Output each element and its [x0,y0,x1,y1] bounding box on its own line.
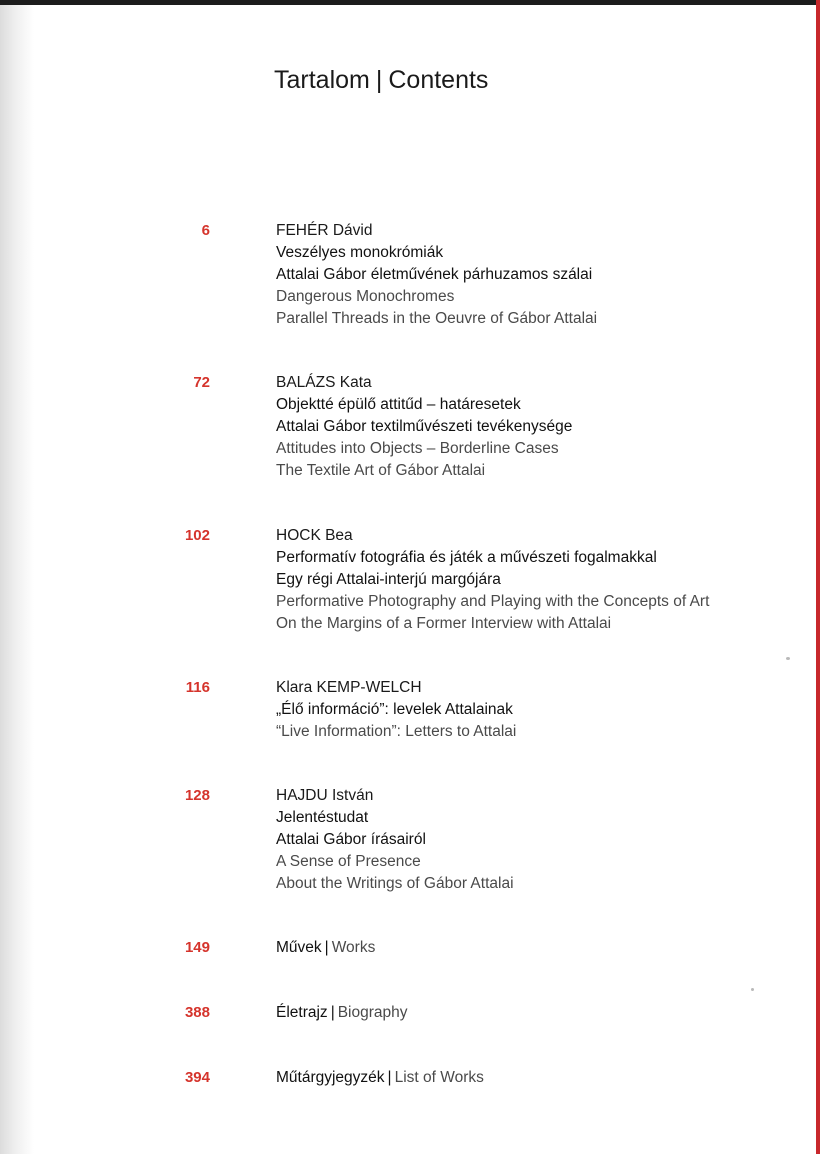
subtitle-en-line: The Textile Art of Gábor Attalai [276,462,486,479]
section-separator: | [330,1004,335,1021]
section-en: List of Works [394,1069,484,1086]
right-edge [816,0,820,1154]
author: HOCK Bea [276,527,353,544]
page-gutter-shadow [0,0,34,1154]
title-hu-line: „Élő információ”: levelek Attalainak [276,701,513,718]
page-number[interactable]: 102 [184,527,210,544]
title-hu-line: Objektté épülő attitűd – határesetek [276,396,521,413]
page-number[interactable]: 149 [184,939,210,956]
title-hu: Tartalom [274,66,370,94]
section-en: Works [331,939,376,956]
section-hu: Műtárgyjegyzék [276,1069,385,1086]
section-separator: | [324,939,329,956]
subtitle-hu-line: Attalai Gábor textilművészeti tevékenysége [276,418,573,435]
subtitle-hu-line: Egy régi Attalai-interjú margójára [276,571,501,588]
section-separator: | [387,1069,392,1086]
title-en: Contents [388,66,489,94]
entry-text [276,785,796,895]
entry-text [276,525,796,635]
subtitle-hu-line: Attalai Gábor írásairól [276,831,426,848]
page-title [274,66,488,95]
title-hu-line: Jelentéstudat [276,809,369,826]
author: Klara KEMP-WELCH [276,679,422,696]
page-number[interactable]: 72 [193,374,210,391]
section-title[interactable] [276,1067,796,1089]
title-hu-line: Performatív fotográfia és játék a művészeti fogalmakkal [276,549,657,566]
title-en-line: “Live Information”: Letters to Attalai [276,723,517,740]
subtitle-en-line: About the Writings of Gábor Attalai [276,875,514,892]
author: FEHÉR Dávid [276,222,373,239]
section-title[interactable] [276,1002,796,1024]
author: HAJDU István [276,787,374,804]
section-hu: Művek [276,939,322,956]
title-separator: | [375,66,383,94]
section-en: Biography [337,1004,408,1021]
section-title[interactable] [276,937,796,959]
page-number[interactable]: 6 [201,222,210,239]
page-number[interactable]: 388 [184,1004,210,1021]
title-hu-line: Veszélyes monokrómiák [276,244,444,261]
section-hu: Életrajz [276,1004,328,1021]
top-edge [0,0,820,5]
title-en-line: Attitudes into Objects – Borderline Cases [276,440,559,457]
title-en-line: Dangerous Monochromes [276,288,455,305]
title-en-line: A Sense of Presence [276,853,421,870]
entry-text [276,677,796,743]
page-number[interactable]: 128 [184,787,210,804]
author: BALÁZS Kata [276,374,372,391]
subtitle-en-line: On the Margins of a Former Interview with Attalai [276,615,612,632]
entry-text [276,220,796,330]
entry-text [276,372,796,482]
title-en-line: Performative Photography and Playing with the Concepts of Art [276,593,710,610]
subtitle-hu-line: Attalai Gábor életművének párhuzamos szálai [276,266,593,283]
page-number[interactable]: 116 [185,679,210,696]
paper-speck [786,657,790,660]
subtitle-en-line: Parallel Threads in the Oeuvre of Gábor Attalai [276,310,598,327]
paper-speck [751,988,754,991]
page-number[interactable]: 394 [184,1069,210,1086]
